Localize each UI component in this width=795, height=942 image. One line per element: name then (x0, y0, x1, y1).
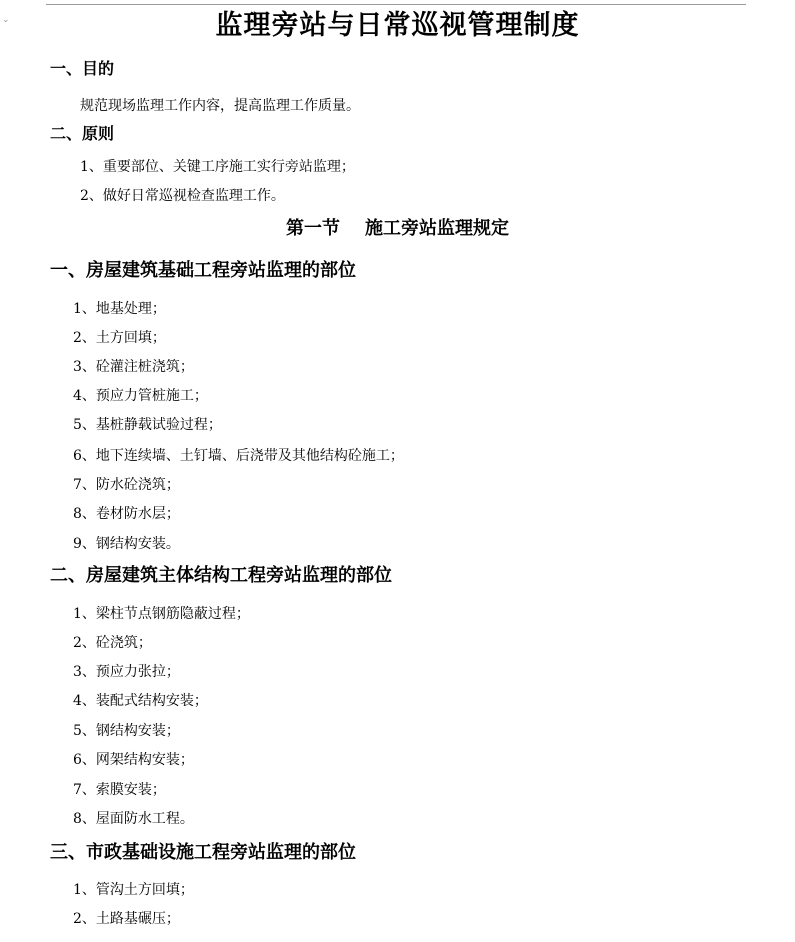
list-item: 5、基桩静载试验过程； (73, 417, 222, 433)
group-heading-foundation: 一、房屋建筑基础工程旁站监理的部位 (50, 260, 356, 281)
list-item: 2、土方回填； (73, 330, 166, 346)
group-heading-municipal: 三、市政基础设施工程旁站监理的部位 (50, 842, 356, 863)
page-top-border (46, 4, 746, 5)
list-item: 6、网架结构安装； (73, 752, 194, 768)
list-item: 5、钢结构安装； (73, 723, 180, 739)
list-item: 3、砼灌注桩浇筑； (73, 359, 194, 375)
list-item: 1、地基处理； (73, 301, 166, 317)
list-item: 8、卷材防水层； (73, 506, 180, 522)
section-title: 第一节 施工旁站监理规定 (285, 218, 510, 239)
list-item: 7、防水砼浇筑； (73, 477, 180, 493)
document-title: 监理旁站与日常巡视管理制度 (215, 10, 580, 41)
purpose-text: 规范现场监理工作内容，提高监理工作质量。 (80, 98, 360, 114)
list-item: 4、装配式结构安装； (73, 693, 208, 709)
list-item: 3、预应力张拉； (73, 664, 180, 680)
list-item: 7、索膜安装； (73, 782, 166, 798)
list-item: 8、屋面防水工程。 (73, 811, 194, 827)
principle-heading: 二、原则 (50, 124, 115, 143)
list-item: 9、钢结构安装。 (73, 536, 180, 552)
principle-item: 1、重要部位、关键工序施工实行旁站监理； (80, 159, 355, 175)
list-item: 4、预应力管桩施工； (73, 388, 208, 404)
list-item: 6、地下连续墙、土钉墙、后浇带及其他结构砼施工； (73, 448, 404, 464)
purpose-heading: 一、目的 (50, 59, 115, 78)
list-item: 2、土路基碾压； (73, 911, 180, 927)
corner-marker-icon: ⌄ (2, 15, 10, 25)
list-item: 2、砼浇筑； (73, 635, 152, 651)
list-item: 1、管沟土方回填； (73, 882, 194, 898)
principle-item: 2、做好日常巡视检查监理工作。 (80, 188, 285, 204)
list-item: 1、梁柱节点钢筋隐蔽过程； (73, 606, 250, 622)
group-heading-structure: 二、房屋建筑主体结构工程旁站监理的部位 (50, 565, 392, 586)
